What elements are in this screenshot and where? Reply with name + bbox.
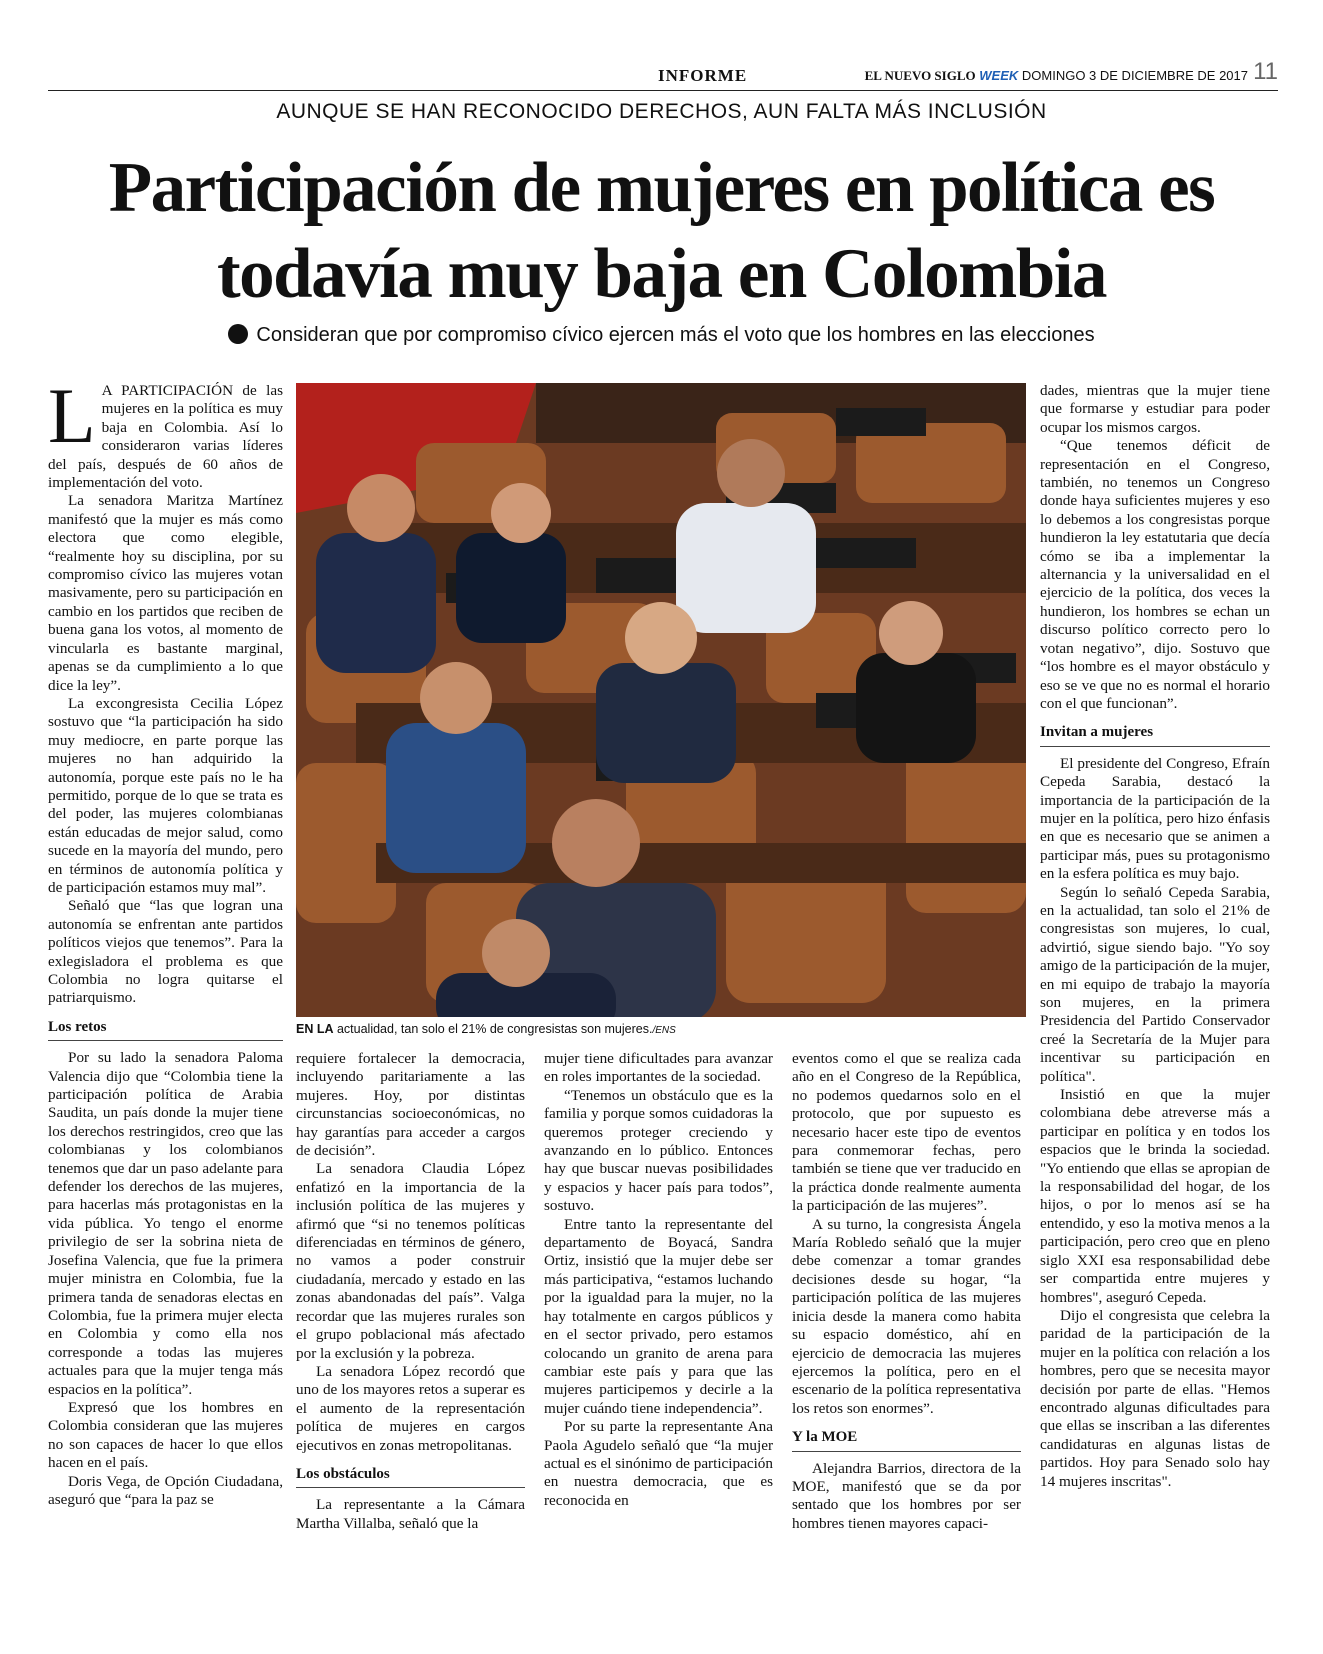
subheading-los-obstaculos: Los obstáculos — [296, 1459, 525, 1488]
photo-caption — [296, 1022, 1026, 1036]
paragraph: “Tenemos un obstáculo que es la familia y porque somos cuidadoras la queremos proteger creciendo y avanzando en lo público. Entonces hay que buscar nuevas posibilidades y espacios y hacer país para todos”, sostuvo. — [544, 1086, 773, 1215]
subheading-y-la-moe: Y la MOE — [792, 1422, 1021, 1451]
publication-name: EL NUEVO SIGLO — [864, 68, 976, 83]
article-column-1 — [48, 372, 283, 1509]
kicker: AUNQUE SE HAN RECONOCIDO DERECHOS, AUN FALTA MÁS INCLUSIÓN — [276, 100, 1047, 123]
paragraph: Dijo el congresista que celebra la paridad de la participación de la mujer en la política con relación a los hombres, pero que se necesita mayor decisión por parte de ellas. "Hemos encontrado algunas dificultades para que ellas se inscriban a las diferentes candidaturas en algunas listas de partidos. Hoy para Senado solo hay 14 mujeres inscritas". — [1040, 1306, 1270, 1490]
deck — [0, 324, 1323, 347]
paragraph: requiere fortalecer la democracia, incluyendo paritariamente a las mujeres. Hoy, por distintas circunstancias socioeconómicas, no hay garantías para acceder a cargos de decisión”. — [296, 1050, 525, 1160]
paragraph: La representante a la Cámara Martha Villalba, señaló que la — [296, 1496, 525, 1532]
paragraph: A su turno, la congresista Ángela María Robledo señaló que la mujer debe comenzar a tomar grandes decisiones desde su hogar, “la participación política de las mujeres inicia desde la manera como habita su espacio doméstico, ahí en ejercicio de democracia las mujeres ejercemos la política, pero en el escenario de la política representativa los retos son enormes”. — [792, 1215, 1021, 1417]
paragraph: Expresó que los hombres en Colombia consideran que las mujeres no son capaces de hacer lo que ellos hacen en el país. — [48, 1398, 283, 1472]
section-label: INFORME — [658, 66, 748, 85]
paragraph: Según lo señaló Cepeda Sarabia, en la actualidad, tan solo el 21% de congresistas son mujeres, lo cual, advirtió, sigue siendo bajo. "Yo soy amigo de la participación de la mujer, en mi equipo de trabajo la mayoría son mujeres, en la primera Presidencia del Partido Conservador creé la Secretaría de la Mujer para incentivar su participación en política". — [1040, 883, 1270, 1085]
paragraph: La senadora Claudia López enfatizó en la importancia de la inclusión política de las mujeres y afirmó que “si no tenemos políticas diferenciadas en términos de género, no vamos a poder construir ciudadanía, mercado y estado en las zonas abandonadas del país”. Valga recordar que las mujeres rurales son el grupo poblacional más afectado por la exclusión y la pobreza. — [296, 1160, 525, 1362]
paragraph: Por su lado la senadora Paloma Valencia dijo que “Colombia tiene la participación política de Arabia Saudita, un país donde la mujer tiene los derechos restringidos, creo que las colombianas y los colombianos tenemos que dar un paso adelante para defender los derechos de las mujeres, para hacerlas más protagonistas en la vida pública. Yo tengo el enorme privilegio de ser la sobrina nieta de Josefina Valencia, que fue la primera mujer ministra en Colombia, fue la primera tanda de senadoras electas en Colombia, fue la primera mujer electa en Colombia y como ella nos corresponde a todas las mujeres actuales para que la mujer tenga más espacios en la política”. — [48, 1049, 283, 1398]
caption-lead: EN LA — [296, 1022, 334, 1036]
article-column-5 — [1040, 382, 1270, 1491]
paragraph: “Que tenemos déficit de representación en el Congreso, también, no tenemos un Congreso donde haya suficientes mujeres y eso lo debemos a los congresistas porque hundieron la ley estatutaria que decía cómo se iba a implementar la alternancia y la universalidad en el ejercicio de la política, dos veces la hundieron, los hombres se echan un discurso político correcto pero lo votan negativo”, dijo. Sostuvo que “los hombre es el mayor obstáculo y eso se ve que no es normal el horario con el que funcionan”. — [1040, 437, 1270, 712]
article-column-3 — [544, 1050, 773, 1510]
drop-cap: L — [48, 372, 96, 459]
paragraph: L A PARTICIPACIÓN de las mujeres en la política es muy baja en Colombia. Así lo consideraron varias líderes del país, después de 60 años de implementación del voto. — [48, 372, 283, 492]
edition-name: WEEK — [979, 68, 1019, 83]
article-photo — [296, 383, 1026, 1017]
paragraph: La excongresista Cecilia López sostuvo que “la participación ha sido muy mediocre, en parte porque las mujeres no han adquirido la autonomía, porque este país no le ha permitido, porque de lo que se trata es del poder, las mujeres colombianas están educadas de mejor salud, como sucede en la mayoría del mundo, pero en términos de autonomía política y de participación estamos muy mal”. — [48, 694, 283, 896]
subheading-los-retos: Los retos — [48, 1012, 283, 1041]
paragraph: dades, mientras que la mujer tiene que formarse y estudiar para poder ocupar los mismos cargos. — [1040, 382, 1270, 436]
congress-photo-illustration — [296, 383, 1026, 1017]
paragraph: mujer tiene dificultades para avanzar en roles importantes de la sociedad. — [544, 1050, 773, 1086]
paragraph: Señaló que “las que logran una autonomía se enfrentan ante partidos políticos viejos que tenemos”. Para la exlegisladora el problema es que Colombia no logra quitarse el patriarquismo. — [48, 897, 283, 1007]
paragraph: Entre tanto la representante del departamento de Boyacá, Sandra Ortiz, insistió que la mujer debe ser más participativa, “estamos luchando por la igualdad para la mujer, no la hay totalmente en cargos públicos y en el sector privado, pero estamos colocando un granito de arena para cambiar este país y para que las mujeres participemos y decirle a la mujer cuándo tiene independencia”. — [544, 1215, 773, 1417]
issue-date: DOMINGO 3 DE DICIEMBRE DE 2017 — [1021, 68, 1248, 83]
deck-text: Consideran que por compromiso cívico ejercen más el voto que los hombres en las elecciones — [256, 324, 1095, 346]
caption-text: actualidad, tan solo el 21% de congresistas son mujeres. — [333, 1022, 653, 1036]
page-number: 11 — [1253, 58, 1278, 85]
paragraph: eventos como el que se realiza cada año en el Congreso de la República, no podemos quedarnos solo en el protocolo, que por supuesto es necesario hacer este tipo de eventos para conmemorar fechas, pero también se tiene que ver traducido en la práctica donde realmente aumenta la participación de las mujeres”. — [792, 1050, 1021, 1215]
paragraph: Por su parte la representante Ana Paola Agudelo señaló que “la mujer actual es el sinónimo de participación en nuestra democracia, que es reconocida en — [544, 1418, 773, 1509]
article-column-4 — [792, 1050, 1021, 1533]
paragraph: El presidente del Congreso, Efraín Cepeda Sarabia, destacó la importancia de la participación de la mujer en la política, pero hizo énfasis en que es necesario que se animen a participar más, pues su protagonismo en la esfera política es muy bajo. — [1040, 754, 1270, 883]
bullet-icon — [228, 324, 248, 344]
paragraph: Insistió en que la mujer colombiana debe atreverse más a participar en política y en todos los espacios que le brinda la sociedad. "Yo entiendo que ellas se apropian de la responsabilidad del hogar, de los hijos, o por lo menos así se ha entendido, y eso la motiva menos a la participación, pero creo que en pleno siglo XXI esa responsabilidad debe ser compartida entre mujeres y hombres", aseguró Cepeda. — [1040, 1086, 1270, 1306]
subheading-invitan-a-mujeres: Invitan a mujeres — [1040, 717, 1270, 746]
photo-credit: /ENS — [652, 1025, 676, 1036]
page-header — [48, 58, 1278, 91]
paragraph: La senadora López recordó que uno de los mayores retos a superar es el aumento de la representación política de mujeres en cargos ejecutivos en zonas metropolitanas. — [296, 1362, 525, 1454]
paragraph: La senadora Maritza Martínez manifestó que la mujer es más como electora que como elegible, “realmente hoy su disciplina, por su compromiso cívico las mujeres votan masivamente, pero su participación en cambio en los partidos que reciben de buena gana los votos, al momento de vincularla es bastante marginal, apenas se da cumplimiento a lo que dice la ley”. — [48, 492, 283, 694]
masthead — [865, 68, 1248, 84]
paragraph: Alejandra Barrios, directora de la MOE, manifestó que se da por sentado que los hombres por ser hombres tienen mayores capaci- — [792, 1459, 1021, 1532]
headline: Participación de mujeres en política es todavía muy baja en Colombia — [108, 149, 1215, 313]
article-column-2 — [296, 1050, 525, 1533]
paragraph: Doris Vega, de Opción Ciudadana, aseguró que “para la paz se — [48, 1472, 283, 1508]
